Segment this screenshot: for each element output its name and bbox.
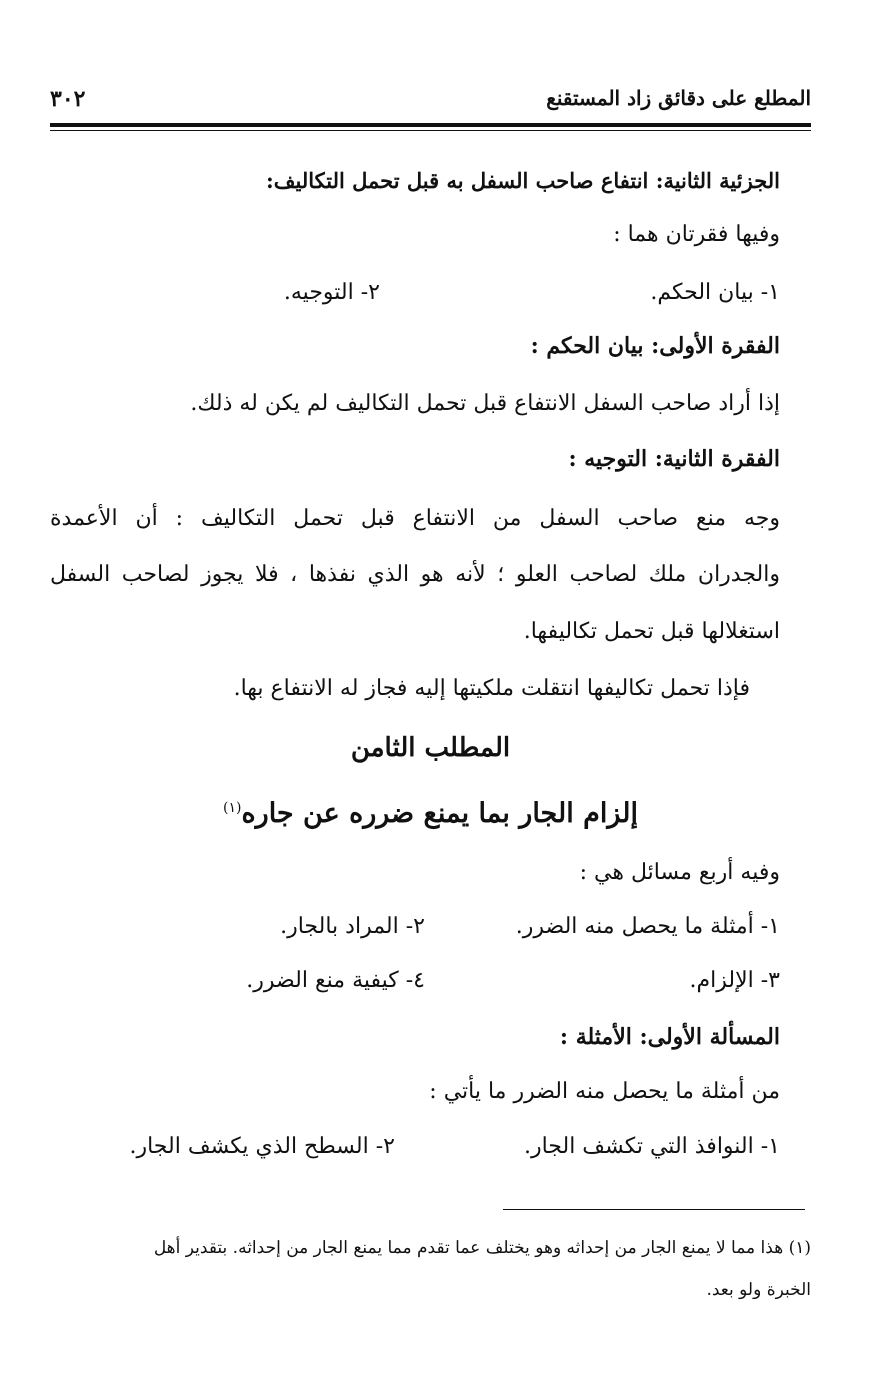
intro-amthila: من أمثلة ما يحصل منه الضرر ما يأتي :: [429, 1079, 780, 1104]
para2-line: وجه منع صاحب السفل من الانتفاع قبل تحمل التكاليف : أن الأعمدة: [50, 506, 780, 531]
part-heading: الجزئية الثانية: انتفاع صاحب السفل به قبل تحمل التكاليف:: [266, 168, 780, 193]
page-number: ٣٠٢: [50, 86, 86, 112]
page-header: [50, 86, 811, 118]
running-title: المطلع على دقائق زاد المستقنع: [546, 86, 811, 110]
list-masail-row: [50, 914, 780, 946]
header-rule-thick: [50, 123, 811, 127]
footnote-line: الخبرة ولو بعد.: [706, 1280, 811, 1300]
list-item: ٣- الإلزام.: [689, 968, 780, 993]
list-item: ٢- السطح الذي يكشف الجار.: [129, 1134, 395, 1159]
list-item: ٢- المراد بالجار.: [280, 914, 425, 939]
list-masail-row: [50, 968, 780, 1000]
para1-heading: الفقرة الأولى: بيان الحكم :: [530, 333, 780, 359]
para2-last: فإذا تحمل تكاليفها انتقلت ملكيتها إليه فجاز له الانتفاع بها.: [233, 676, 750, 701]
topic-title-text: إلزام الجار بما يمنع ضرره عن جاره: [241, 798, 638, 829]
intro-fiqra: وفيها فقرتان هما :: [613, 222, 780, 247]
topic-title: [50, 798, 811, 829]
list-amthila-row: [50, 1134, 780, 1166]
list-item: ١- أمثلة ما يحصل منه الضرر.: [515, 914, 780, 939]
footnote-rule: [503, 1209, 805, 1210]
list-item: ٤- كيفية منع الضرر.: [246, 968, 425, 993]
list-item: ٢- التوجيه.: [283, 280, 380, 305]
list-item: ١- النوافذ التي تكشف الجار.: [523, 1134, 780, 1159]
issue1-heading: المسألة الأولى: الأمثلة :: [559, 1024, 780, 1050]
intro-masail: وفيه أربع مسائل هي :: [579, 860, 780, 885]
list-fiqra: [50, 280, 780, 312]
para2-heading: الفقرة الثانية: التوجيه :: [568, 446, 780, 472]
list-item: ١- بيان الحكم.: [650, 280, 780, 305]
header-rule-thin: [50, 130, 811, 131]
section-title: المطلب الثامن: [350, 733, 511, 763]
para2-line: استغلالها قبل تحمل تكاليفها.: [523, 619, 780, 644]
footnote-marker: (١): [223, 800, 242, 816]
para2-line: والجدران ملك لصاحب العلو ؛ لأنه هو الذي نفذها ، فلا يجوز لصاحب السفل: [50, 562, 780, 587]
footnote-line: (١) هذا مما لا يمنع الجار من إحداثه وهو يختلف عما تقدم مما يمنع الجار من إحداثه. بتقدير أهل: [153, 1238, 811, 1258]
para1-text: إذا أراد صاحب السفل الانتفاع قبل تحمل التكاليف لم يكن له ذلك.: [190, 391, 780, 416]
